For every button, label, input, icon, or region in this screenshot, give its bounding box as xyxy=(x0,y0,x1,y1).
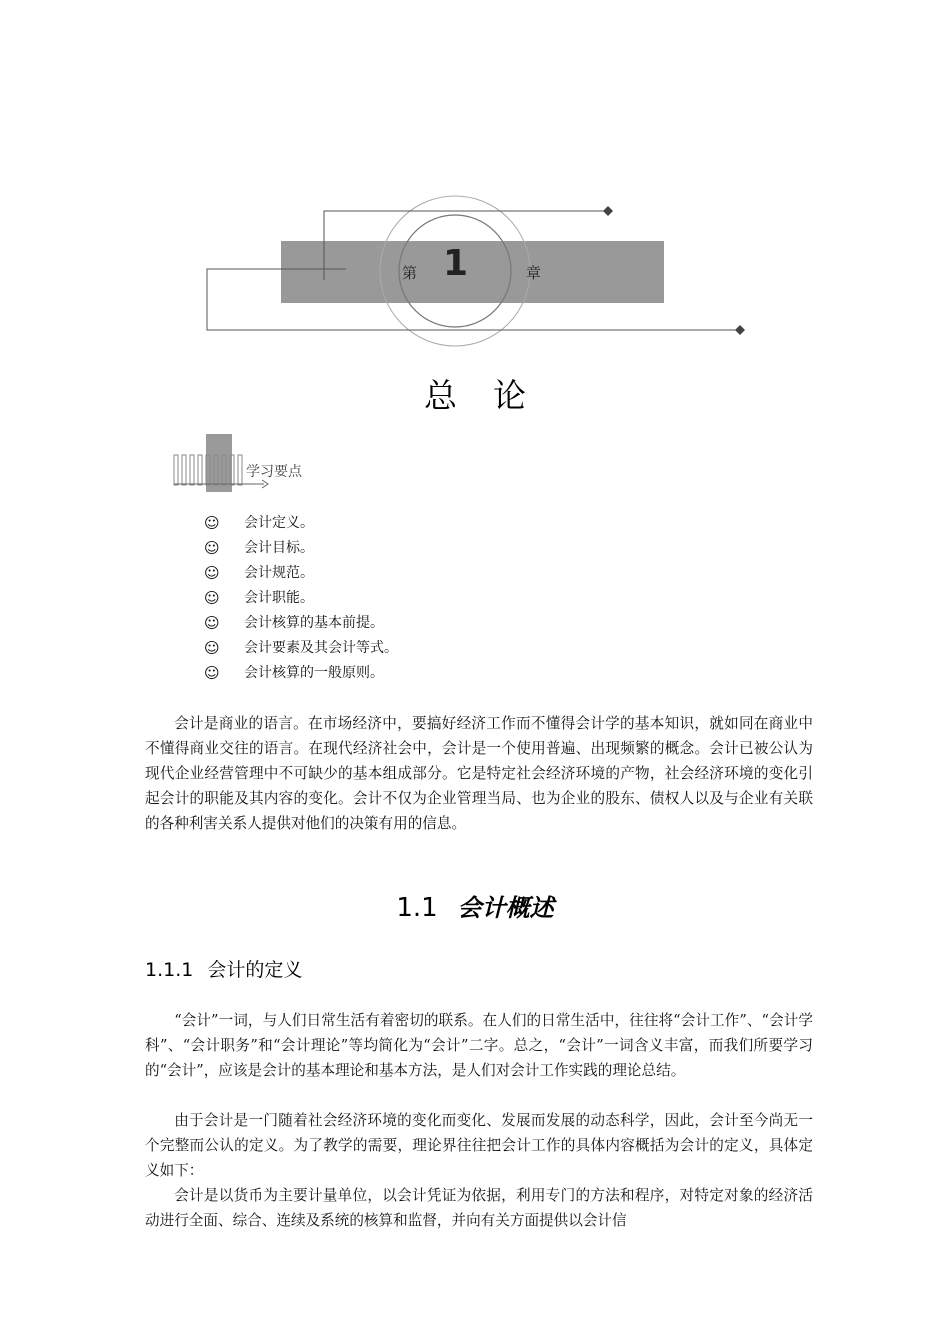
body-paragraph-2: 由于会计是一门随着社会经济环境的变化而变化、发展而发展的动态科学，因此，会计至今尚无一个完整而公认的定义。为了教学的需要，理论界往往把会计工作的具体内容概括为会计的定义，具体定义如下： xyxy=(145,1112,813,1179)
banner-bottom-diamond xyxy=(735,325,745,335)
chapter-suffix: 章 xyxy=(526,264,542,282)
banner-gray-bar xyxy=(281,241,664,303)
study-points-label: 学习要点 xyxy=(246,464,302,480)
list-item: ☺ 会计目标。 xyxy=(204,539,314,557)
list-item: ☺ 会计职能。 xyxy=(204,589,314,607)
list-item: ☺ 会计核算的一般原则。 xyxy=(204,664,384,682)
smiley-icon: ☺ xyxy=(204,564,220,582)
section-number: 1.1 xyxy=(396,893,438,923)
list-item: ☺ 会计规范。 xyxy=(204,564,314,582)
body-paragraph-3: 会计是以货币为主要计量单位，以会计凭证为依据，利用专门的方法和程序，对特定对象的经济活动进行全面、综合、连续及系统的核算和监督，并向有关方面提供以会计信 xyxy=(145,1187,813,1229)
intro-paragraph: 会计是商业的语言。在市场经济中，要搞好经济工作而不懂得会计学的基本知识，就如同在商业中不懂得商业交往的语言。在现代经济社会中，会计是一个使用普遍、出现频繁的概念。会计已被公认为现代企业经营管理中不可缺少的基本组成部分。它是特定社会经济环境的产物，社会经济环境的变化引起会计的职能及其内容的变化。会计不仅为企业管理当局、也为企业的股东、债权人以及与企业有关联的各种利害关系人提供对他们的决策有用的信息。 xyxy=(145,715,813,832)
list-item: ☺ 会计定义。 xyxy=(204,514,314,532)
list-item: ☺ 会计核算的基本前提。 xyxy=(204,614,384,632)
chapter-prefix: 第 xyxy=(402,264,418,282)
smiley-icon: ☺ xyxy=(204,514,220,532)
study-points-list xyxy=(204,513,398,688)
body-paragraph-1: “会计”一词，与人们日常生活有着密切的联系。在人们的日常生活中，往往将“会计工作”、“会计学科”、“会计职务”和“会计理论”等均简化为“会计”二字。总之，“会计”一词含义丰富，而我们所要学习的“会计”，应该是会计的基本理论和基本方法，是人们对会计工作实践的理论总结。 xyxy=(145,1012,813,1079)
subsection-title: 会计的定义 xyxy=(207,959,303,981)
smiley-icon: ☺ xyxy=(204,589,220,607)
chapter-banner-graphic xyxy=(0,0,950,520)
chapter-number: 1 xyxy=(443,243,469,284)
section-title: 会计概述 xyxy=(457,893,554,922)
smiley-icon: ☺ xyxy=(204,539,220,557)
chapter-title: 总论 xyxy=(424,376,562,415)
smiley-icon: ☺ xyxy=(204,664,220,682)
subsection-number: 1.1.1 xyxy=(145,959,194,981)
smiley-icon: ☺ xyxy=(204,614,220,632)
subsection-heading xyxy=(145,955,302,982)
list-item: ☺ 会计要素及其会计等式。 xyxy=(204,639,398,657)
banner-top-diamond xyxy=(603,206,613,216)
section-heading xyxy=(0,888,950,923)
smiley-icon: ☺ xyxy=(204,639,220,657)
